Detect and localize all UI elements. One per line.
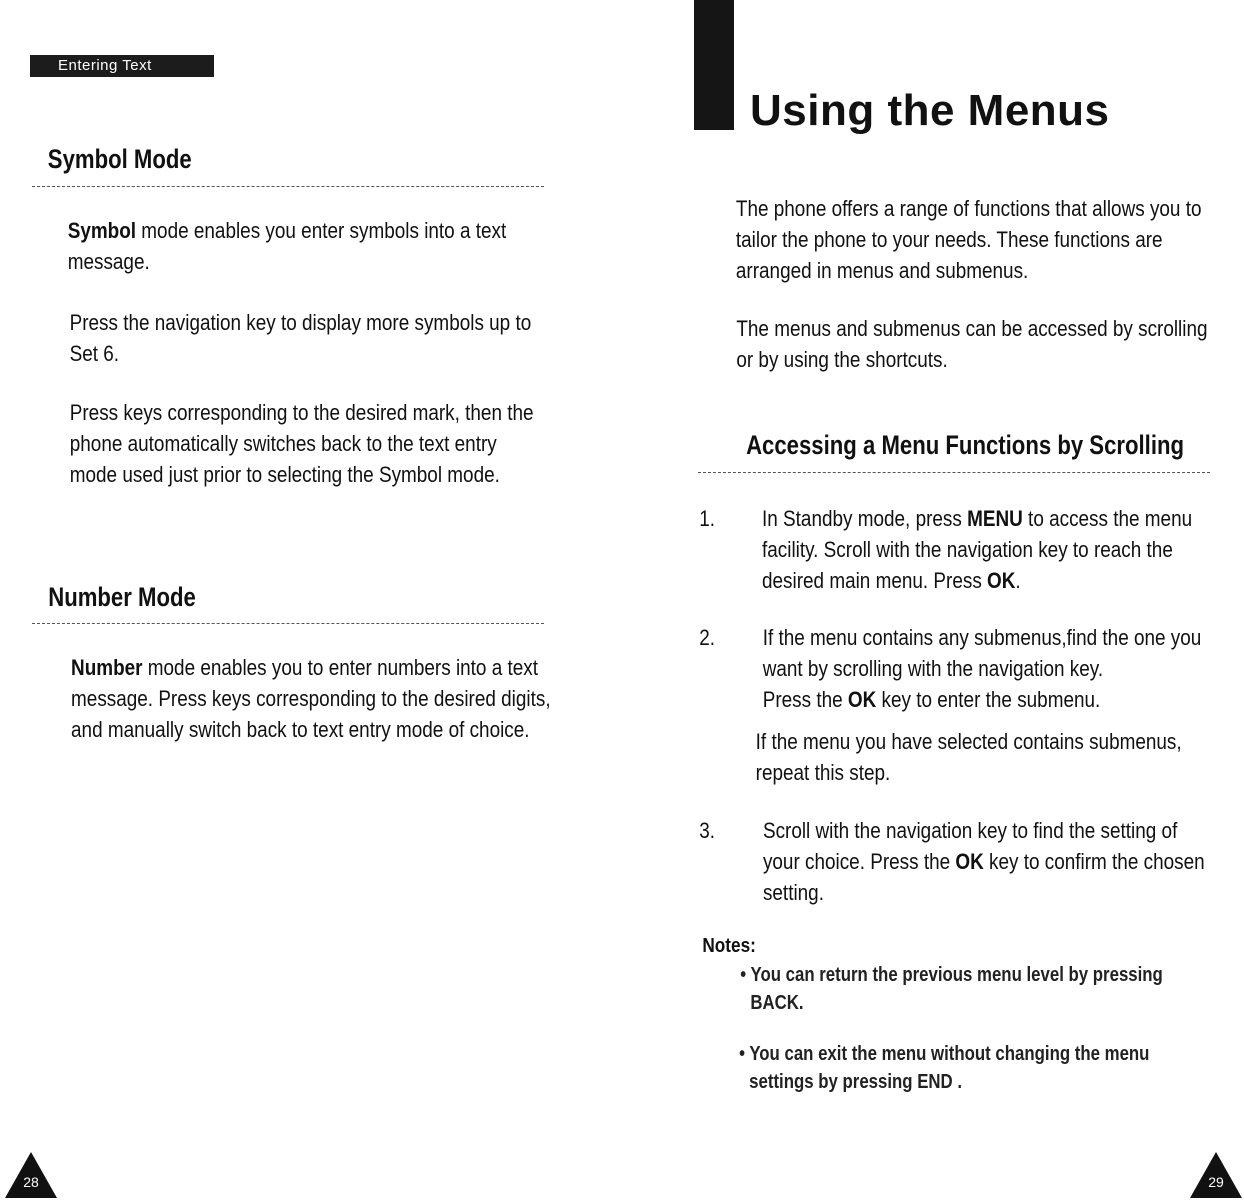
page-number-label: 28 (23, 1174, 39, 1190)
text: arranged in menus and submenus. (735, 258, 1029, 283)
step-3 (763, 815, 1205, 908)
end-key-bold: END (917, 1071, 953, 1093)
text: . (952, 1071, 963, 1093)
text: If the menu contains any submenus,find the one you (762, 625, 1202, 650)
text: mode enables you to enter numbers into a text (142, 655, 538, 680)
text: and manually switch back to text entry mode of choice. (71, 717, 530, 742)
ok-key-bold: OK (847, 687, 877, 712)
symbol-mode-paragraph-3 (70, 397, 534, 490)
step-1-number: 1. (699, 506, 716, 531)
text: message. Press keys corresponding to the desired digits, (71, 686, 551, 711)
text: . (1015, 568, 1021, 593)
note-2 (739, 1040, 1149, 1096)
intro-paragraph-1 (736, 193, 1202, 286)
step-2-subnote (756, 726, 1182, 788)
text: phone automatically switches back to the text entry (69, 431, 497, 456)
text: Press the navigation key to display more symbols up to (69, 310, 532, 335)
text: Scroll with the navigation key to find the setting of (762, 818, 1178, 843)
ok-key-bold: OK (987, 568, 1016, 593)
step-3-number: 3. (699, 818, 716, 843)
symbol-mode-paragraph-2 (70, 307, 532, 369)
number-mode-heading: Number Mode (48, 582, 196, 612)
text: The menus and submenus can be accessed by scrolling (736, 316, 1208, 341)
text: mode used just prior to selecting the Symbol mode. (69, 462, 500, 487)
text: • You can return the previous menu level by pressing (740, 964, 1163, 986)
title-bar (694, 0, 734, 130)
text: setting. (762, 880, 824, 905)
number-mode-paragraph (71, 652, 551, 745)
ok-key-bold: OK (955, 849, 984, 874)
intro-paragraph-2 (736, 313, 1207, 375)
text: key to confirm the chosen (983, 849, 1205, 874)
text: to access the menu (1022, 506, 1193, 531)
step-2 (763, 622, 1202, 715)
text: desired main menu. Press (762, 568, 988, 593)
divider (32, 623, 544, 624)
menu-key-bold: MENU (967, 506, 1023, 531)
text: repeat this step. (755, 760, 891, 785)
text: tailor the phone to your needs. These functions are (735, 227, 1163, 252)
text: • You can exit the menu without changing the menu (739, 1043, 1150, 1065)
text: Press the (762, 687, 848, 712)
symbol-mode-heading: Symbol Mode (47, 144, 192, 174)
text: facility. Scroll with the navigation key to reach the (762, 537, 1173, 562)
text: settings by pressing (749, 1071, 918, 1093)
symbol-mode-paragraph-1 (68, 215, 507, 277)
page-number-label: 29 (1208, 1174, 1224, 1190)
symbol-bold: Symbol (67, 218, 137, 243)
text: In Standby mode, press (762, 506, 968, 531)
page-title: Using the Menus (750, 86, 1110, 135)
number-bold: Number (71, 655, 143, 680)
step-1 (762, 503, 1192, 596)
text: The phone offers a range of functions that allows you to (735, 196, 1202, 221)
section-tab: Entering Text (30, 55, 214, 77)
text: mode enables you enter symbols into a text (136, 218, 507, 243)
page-number-28 (5, 1152, 57, 1198)
text: want by scrolling with the navigation key. (762, 656, 1104, 681)
notes-title: Notes: (702, 935, 756, 957)
text: BACK. (750, 992, 804, 1014)
note-1 (740, 961, 1163, 1017)
text: your choice. Press the (762, 849, 956, 874)
page-number-29 (1190, 1152, 1242, 1198)
text: Set 6. (69, 341, 120, 366)
text: Press keys corresponding to the desired mark, then the (69, 400, 534, 425)
divider (698, 472, 1210, 473)
text: or by using the shortcuts. (736, 347, 948, 372)
section-heading: Accessing a Menu Functions by Scrolling (746, 430, 1185, 460)
step-2-number: 2. (699, 625, 716, 650)
text: message. (67, 249, 150, 274)
text: key to enter the submenu. (876, 687, 1101, 712)
divider (32, 186, 544, 187)
text: If the menu you have selected contains submenus, (755, 729, 1182, 754)
